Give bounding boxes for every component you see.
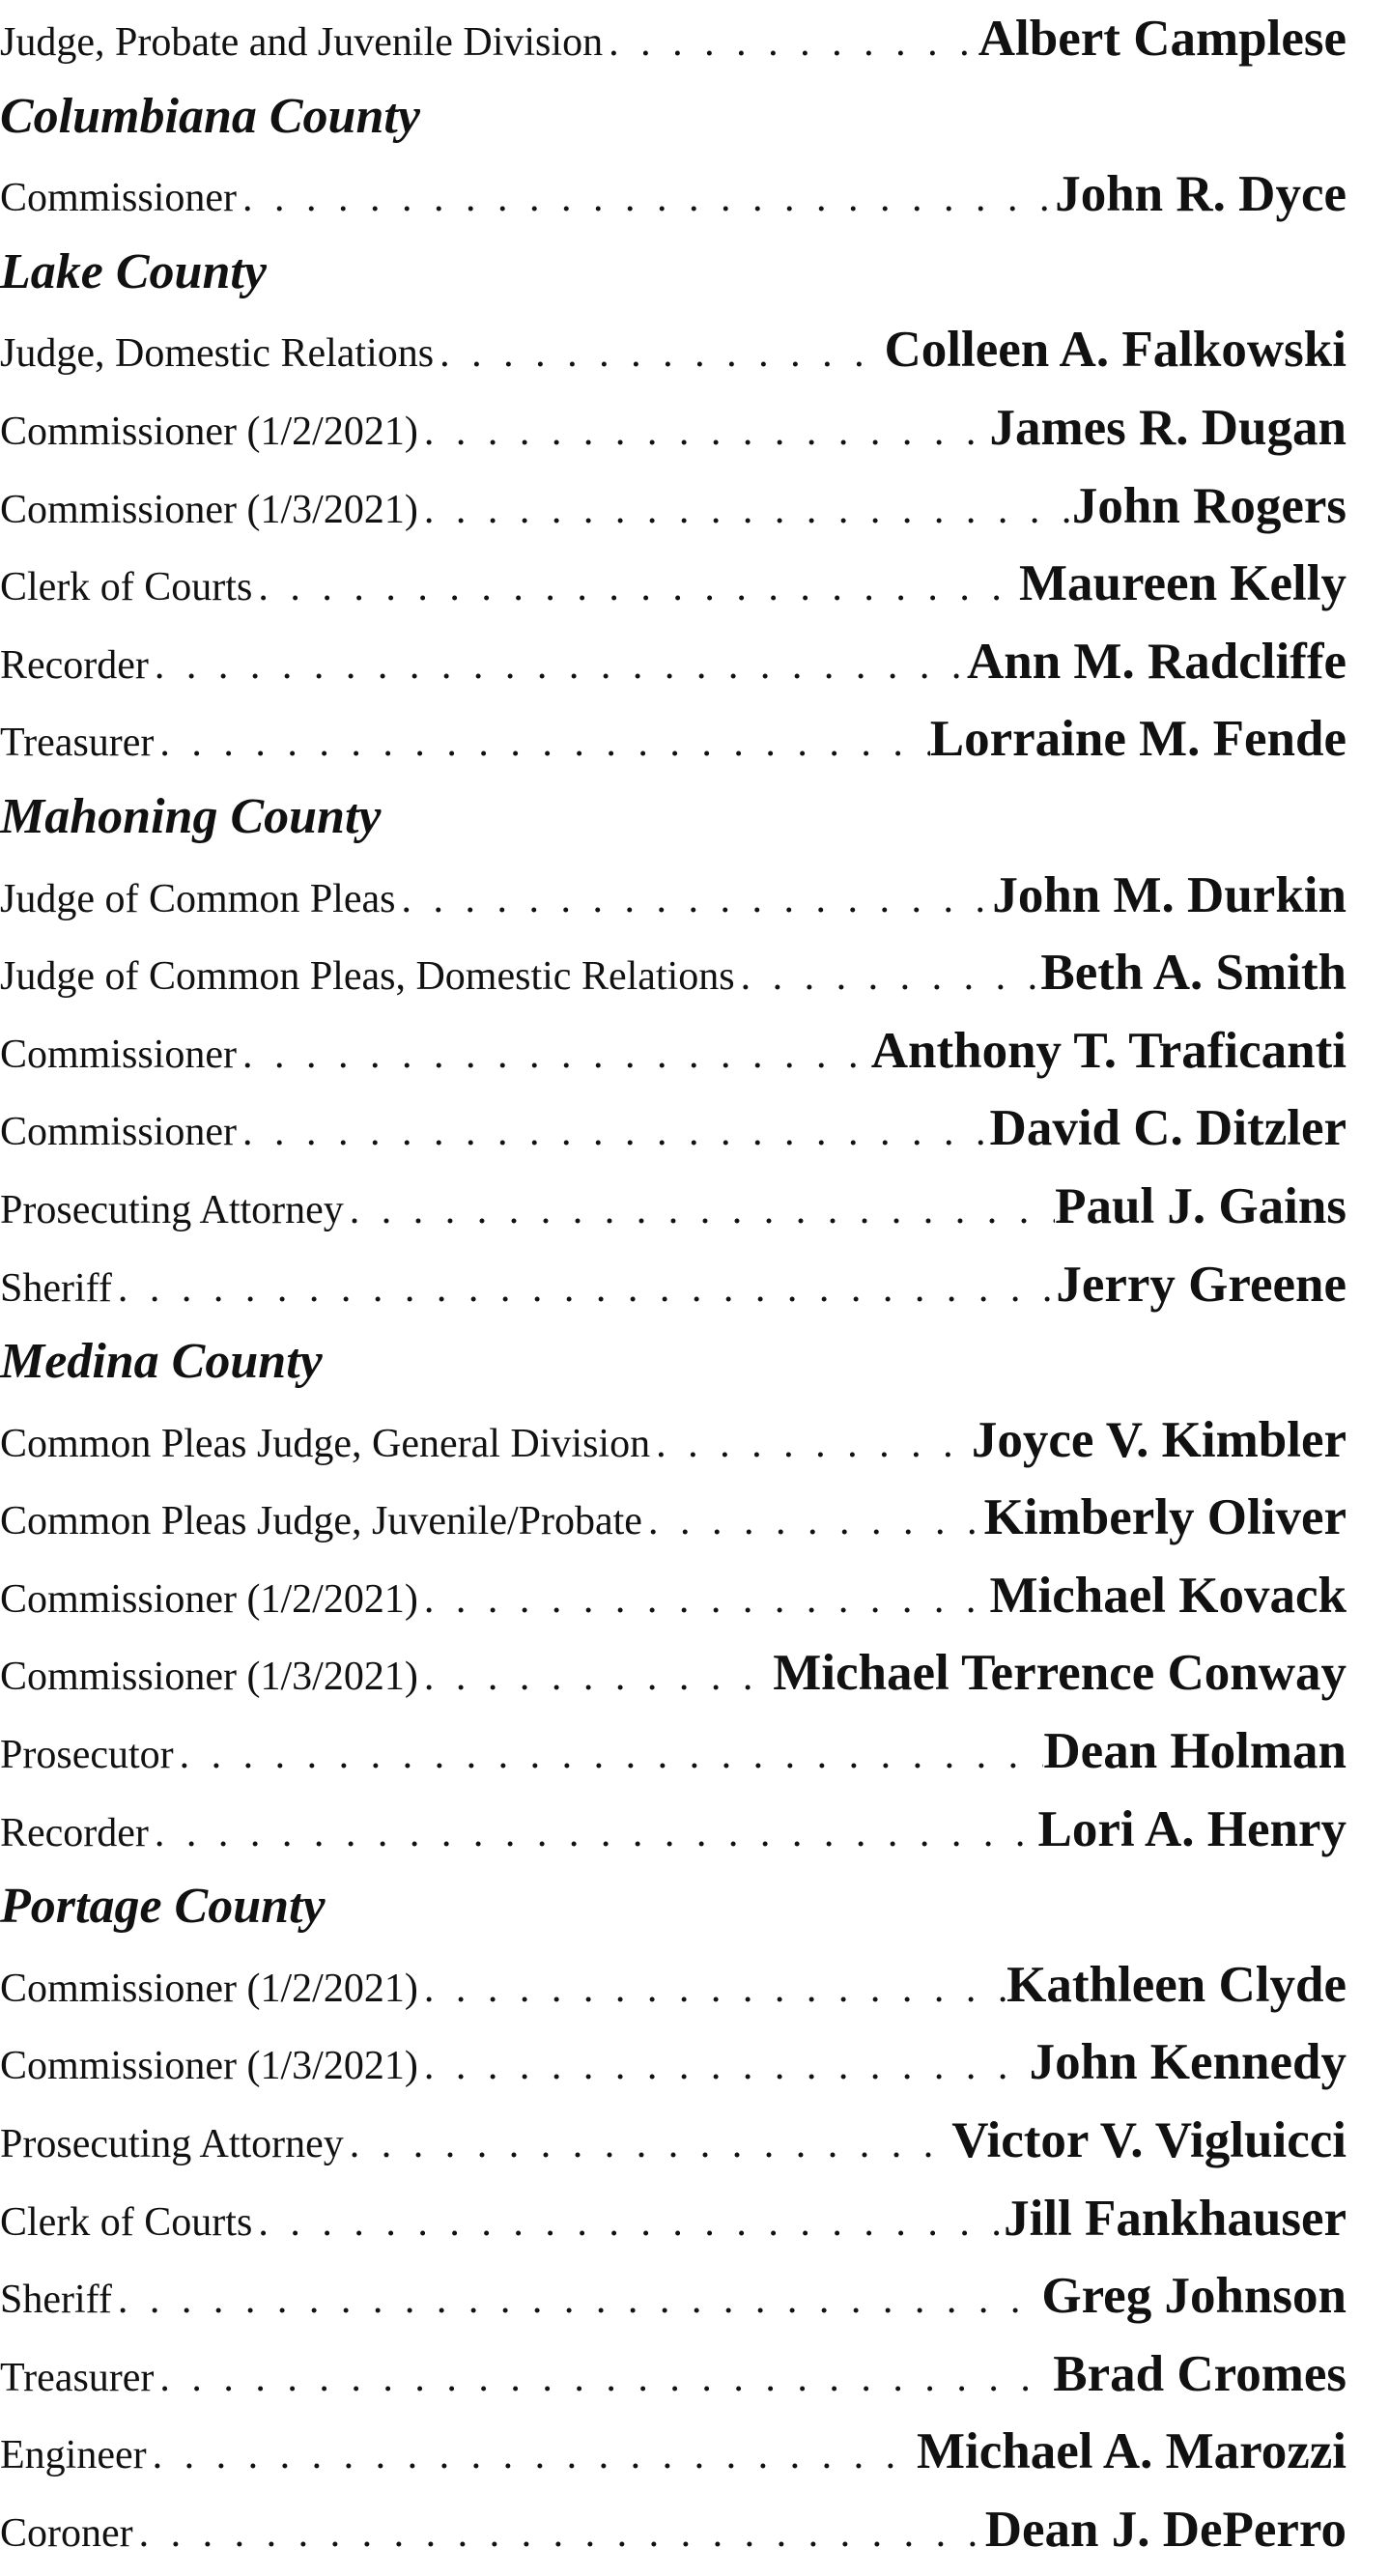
official-entry	[0, 2180, 1354, 2258]
dot-leader	[418, 1950, 1006, 2024]
county-heading: Medina County	[0, 1334, 323, 1390]
office-title: Judge, Domestic Relations	[0, 331, 435, 377]
official-entry	[0, 1557, 1354, 1635]
dot-leader	[174, 1716, 1044, 1791]
official-entry	[0, 623, 1354, 701]
official-name: David C. Ditzler	[989, 1100, 1346, 1157]
official-name: Brad Cromes	[1053, 2345, 1346, 2402]
official-entry	[0, 2335, 1354, 2414]
dot-leader	[650, 1405, 972, 1480]
county-heading: Portage County	[0, 1879, 326, 1935]
official-entry	[0, 467, 1354, 546]
official-entry	[0, 1090, 1354, 1168]
official-name: Ann M. Radcliffe	[966, 633, 1346, 690]
dot-leader	[395, 861, 992, 935]
office-title: Commissioner	[0, 1032, 238, 1077]
office-title: Commissioner (1/3/2021)	[0, 487, 418, 532]
office-title: Recorder	[0, 1810, 149, 1855]
official-entry	[0, 2257, 1354, 2335]
official-entry	[0, 1713, 1354, 1791]
office-title: Prosecutor	[0, 1733, 174, 1778]
official-name: Victor V. Vigluicci	[951, 2112, 1346, 2169]
office-title: Recorder	[0, 642, 149, 688]
dot-leader	[147, 2417, 917, 2491]
office-title: Commissioner	[0, 176, 238, 221]
dot-leader	[344, 1172, 1055, 1246]
official-entry	[0, 934, 1354, 1012]
official-name: Dean Holman	[1043, 1723, 1346, 1780]
dot-leader	[112, 2261, 1042, 2335]
county-heading: Mahoning County	[0, 788, 382, 844]
dot-leader	[735, 938, 1041, 1012]
dot-leader	[237, 159, 1055, 234]
official-entry	[0, 700, 1354, 778]
office-title: Sheriff	[0, 1265, 112, 1311]
official-name: Dean J. DePerro	[984, 2502, 1346, 2558]
official-entry	[0, 1479, 1354, 1557]
dot-leader	[133, 2495, 985, 2569]
official-entry	[0, 1401, 1354, 1480]
dot-leader	[603, 4, 978, 78]
office-title: Clerk of Courts	[0, 565, 253, 610]
dot-leader	[149, 627, 967, 701]
official-name: Lori A. Henry	[1037, 1800, 1346, 1857]
official-name: Lorraine M. Fende	[929, 711, 1346, 768]
dot-leader	[418, 471, 1072, 546]
official-name: Anthony T. Traficanti	[870, 1022, 1346, 1079]
office-title: Judge of Common Pleas, Domestic Relations	[0, 954, 735, 1000]
dot-leader	[434, 315, 884, 389]
official-entry	[0, 1246, 1354, 1324]
official-entry	[0, 2102, 1354, 2180]
official-entry	[0, 2491, 1354, 2569]
official-entry	[0, 1012, 1354, 1090]
official-name: Albert Camplese	[978, 11, 1346, 67]
office-title: Judge of Common Pleas	[0, 876, 396, 921]
official-name: Paul J. Gains	[1055, 1177, 1346, 1234]
official-entry	[0, 2413, 1354, 2491]
office-title: Prosecuting Attorney	[0, 1187, 344, 1232]
official-name: Jill Fankhauser	[1004, 2190, 1346, 2247]
office-title: Common Pleas Judge, General Division	[0, 1421, 651, 1466]
office-title: Judge, Probate and Juvenile Division	[0, 20, 604, 65]
official-name: Michael Terrence Conway	[773, 1645, 1346, 1702]
dot-leader	[237, 1016, 871, 1090]
official-name: Beth A. Smith	[1040, 945, 1346, 1002]
official-name: Michael A. Marozzi	[917, 2423, 1346, 2480]
office-title: Sheriff	[0, 2278, 112, 2323]
dot-leader	[252, 2184, 1004, 2258]
office-title: Engineer	[0, 2433, 147, 2478]
official-entry	[0, 1946, 1354, 2024]
official-name: Jerry Greene	[1056, 1256, 1346, 1313]
official-name: John R. Dyce	[1055, 166, 1346, 223]
dot-leader	[252, 549, 1019, 623]
dot-leader	[112, 1250, 1056, 1324]
official-name: Kathleen Clyde	[1006, 1956, 1346, 2013]
dot-leader	[418, 393, 990, 467]
office-title: Commissioner (1/3/2021)	[0, 1655, 418, 1700]
office-title: Treasurer	[0, 721, 155, 766]
county-heading: Columbiana County	[0, 88, 420, 144]
official-name: James R. Dugan	[989, 399, 1346, 456]
official-name: John Kennedy	[1029, 2034, 1346, 2091]
office-title: Treasurer	[0, 2355, 155, 2400]
office-title: Coroner	[0, 2511, 133, 2556]
official-name: Michael Kovack	[989, 1567, 1346, 1624]
official-name: Greg Johnson	[1041, 2268, 1346, 2325]
official-entry	[0, 389, 1354, 467]
official-entry	[0, 156, 1354, 234]
office-title: Common Pleas Judge, Juvenile/Probate	[0, 1499, 642, 1544]
official-name: John M. Durkin	[992, 866, 1346, 923]
official-name: Kimberly Oliver	[983, 1489, 1346, 1546]
county-heading: Lake County	[0, 243, 267, 299]
official-name: John Rogers	[1071, 477, 1346, 534]
official-entry	[0, 2024, 1354, 2102]
official-entry	[0, 545, 1354, 623]
dot-leader	[344, 2106, 951, 2180]
official-entry	[0, 0, 1354, 78]
official-entry	[0, 1168, 1354, 1246]
official-name: Colleen A. Falkowski	[884, 322, 1346, 379]
office-title: Commissioner (1/3/2021)	[0, 2044, 418, 2089]
official-entry	[0, 857, 1354, 935]
official-entry	[0, 1791, 1354, 1869]
office-title: Prosecuting Attorney	[0, 2122, 344, 2167]
office-title: Commissioner (1/2/2021)	[0, 1966, 418, 2011]
dot-leader	[418, 1561, 990, 1635]
dot-leader	[237, 1093, 990, 1168]
office-title: Commissioner (1/2/2021)	[0, 409, 418, 454]
official-name: Joyce V. Kimbler	[971, 1411, 1346, 1468]
official-entry	[0, 311, 1354, 389]
dot-leader	[154, 704, 929, 778]
dot-leader	[418, 2027, 1030, 2102]
official-name: Maureen Kelly	[1018, 555, 1346, 612]
official-entry	[0, 1634, 1354, 1713]
office-title: Commissioner	[0, 1110, 238, 1155]
dot-leader	[418, 1638, 773, 1713]
dot-leader	[154, 2339, 1053, 2414]
office-title: Commissioner (1/2/2021)	[0, 1576, 418, 1622]
office-title: Clerk of Courts	[0, 2199, 253, 2245]
dot-leader	[149, 1795, 1038, 1869]
dot-leader	[642, 1483, 984, 1557]
